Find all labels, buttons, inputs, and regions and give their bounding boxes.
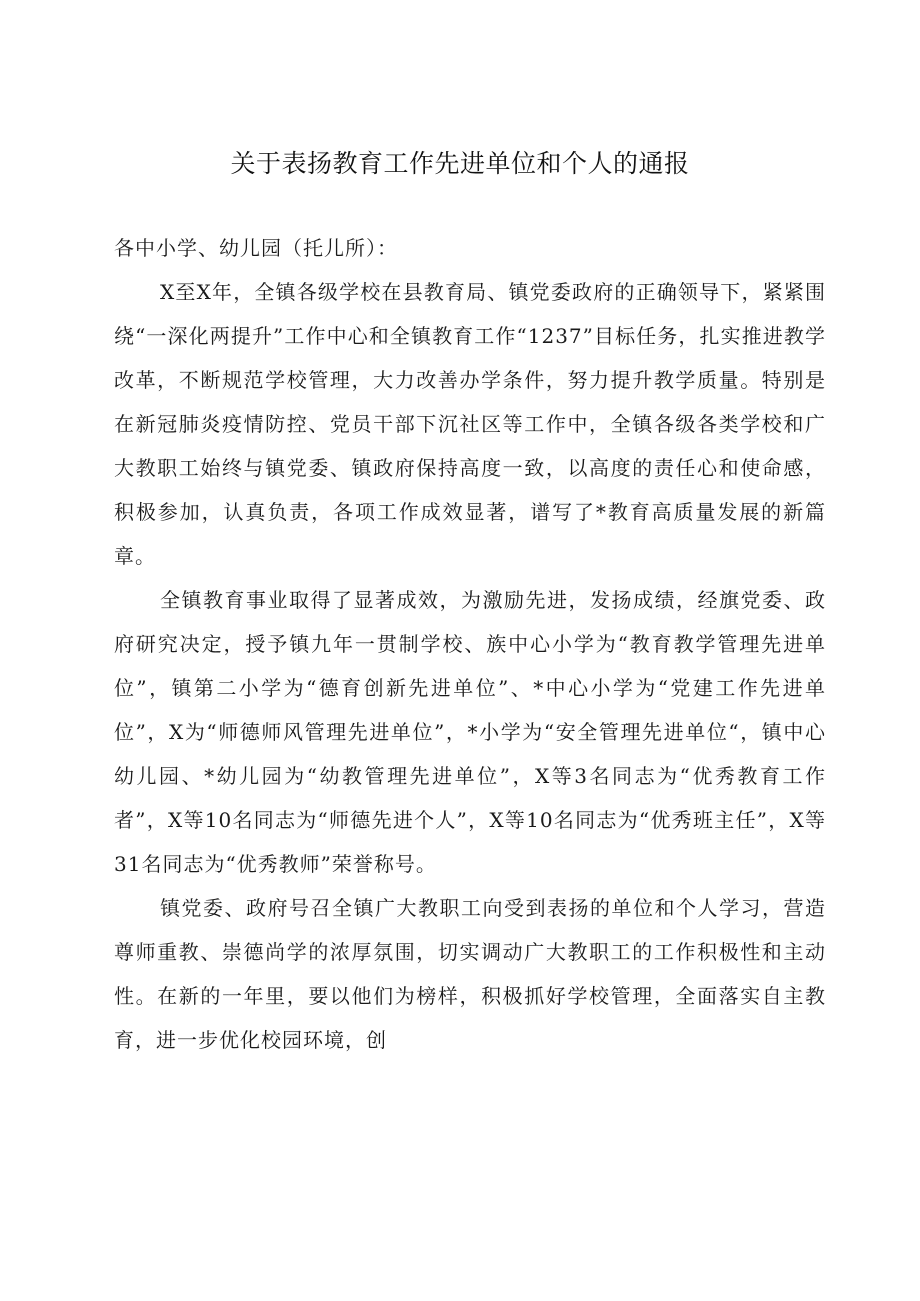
document-title: 关于表扬教育工作先进单位和个人的通报 bbox=[230, 149, 690, 178]
paragraph-2: 全镇教育事业取得了显著成效，为激励先进，发扬成绩，经旗党委、政府研究决定，授予镇九年一贯制学校、族中心小学为“教育教学管理先进单位”，镇第二小学为“德育创新先进单位”、*中心小学为“党建工作先进单位”，X为“师德师风管理先进单位”，*小学为“安全管理先进单位“，镇中心幼儿园、*幼儿园为“幼教管理先进单位”，X等3名同志为“优秀教育工作者”，X等10名同志为“师德先进个人”，X等10名同志为“优秀班主任”，X等31名同志为“优秀教师”荣誉称号。 bbox=[114, 588, 826, 876]
paragraph-3: 镇党委、政府号召全镇广大教职工向受到表扬的单位和个人学习，营造尊师重教、崇德尚学的浓厚氛围，切实调动广大教职工的工作积极性和主动性。在新的一年里，要以他们为榜样，积极抓好学校管理，全面落实自主教育，进一步优化校园环境，创 bbox=[114, 896, 826, 1052]
salutation: 各中小学、幼儿园（托儿所）： bbox=[114, 236, 398, 260]
document-body bbox=[114, 226, 826, 1062]
paragraph-1: X至X年，全镇各级学校在县教育局、镇党委政府的正确领导下，紧紧围绕“一深化两提升”工作中心和全镇教育工作“1237”目标任务，扎实推进教学改革，不断规范学校管理，大力改善办学条件，努力提升教学质量。特别是在新冠肺炎疫情防控、党员干部下沉社区等工作中，全镇各级各类学校和广大教职工始终与镇党委、镇政府保持高度一致，以高度的责任心和使命感，积极参加，认真负责，各项工作成效显著，谱写了*教育高质量发展的新篇章。 bbox=[114, 280, 826, 568]
